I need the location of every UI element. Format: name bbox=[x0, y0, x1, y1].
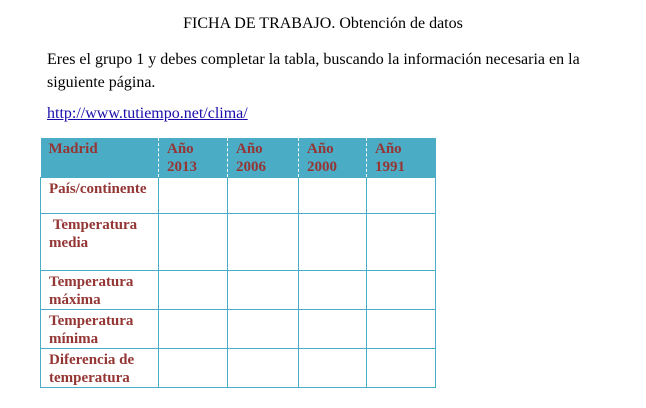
table-cell-empty[interactable] bbox=[367, 348, 436, 387]
header-city: Madrid bbox=[41, 138, 159, 177]
table-cell-empty[interactable] bbox=[367, 309, 436, 348]
table-row bbox=[41, 270, 436, 309]
table-cell-empty[interactable] bbox=[159, 348, 228, 387]
row-label-diferencia-temperatura: Diferencia de temperatura bbox=[41, 348, 159, 387]
header-year-2013: Año 2013 bbox=[159, 138, 228, 177]
table-row bbox=[41, 348, 436, 387]
table-cell-empty[interactable] bbox=[159, 270, 228, 309]
instructions-paragraph: Eres el grupo 1 y debes completar la tabla, buscando la información necesaria en la siguiente página. bbox=[47, 51, 580, 91]
table-cell-empty[interactable] bbox=[367, 213, 436, 270]
header-year-2000: Año 2000 bbox=[299, 138, 367, 177]
row-label-pais-continente: País/continente bbox=[41, 177, 159, 213]
row-label-temperatura-minima: Temperatura mínima bbox=[41, 309, 159, 348]
row-label-temperatura-maxima: Temperatura máxima bbox=[41, 270, 159, 309]
tutiempo-link[interactable]: http://www.tutiempo.net/clima/ bbox=[47, 105, 248, 122]
table-cell-empty[interactable] bbox=[159, 213, 228, 270]
table-cell-empty[interactable] bbox=[228, 270, 299, 309]
table-header-row bbox=[41, 138, 436, 177]
table-cell-empty[interactable] bbox=[299, 309, 367, 348]
table-cell-empty[interactable] bbox=[228, 213, 299, 270]
table-cell-empty[interactable] bbox=[228, 177, 299, 213]
document-title: FICHA DE TRABAJO. Obtención de datos bbox=[183, 15, 463, 32]
table-cell-empty[interactable] bbox=[228, 309, 299, 348]
table-cell-empty[interactable] bbox=[299, 348, 367, 387]
row-label-temperatura-media: Temperatura media bbox=[41, 213, 159, 270]
table-row bbox=[41, 309, 436, 348]
climate-data-table bbox=[40, 138, 436, 388]
table-row bbox=[41, 213, 436, 270]
table-cell-empty[interactable] bbox=[367, 270, 436, 309]
table-cell-empty[interactable] bbox=[367, 177, 436, 213]
table-cell-empty[interactable] bbox=[299, 177, 367, 213]
header-year-2006: Año 2006 bbox=[228, 138, 299, 177]
header-year-1991: Año 1991 bbox=[367, 138, 436, 177]
table-cell-empty[interactable] bbox=[159, 177, 228, 213]
table-cell-empty[interactable] bbox=[299, 213, 367, 270]
table-row bbox=[41, 177, 436, 213]
table-cell-empty[interactable] bbox=[228, 348, 299, 387]
table-cell-empty[interactable] bbox=[299, 270, 367, 309]
table-cell-empty[interactable] bbox=[159, 309, 228, 348]
